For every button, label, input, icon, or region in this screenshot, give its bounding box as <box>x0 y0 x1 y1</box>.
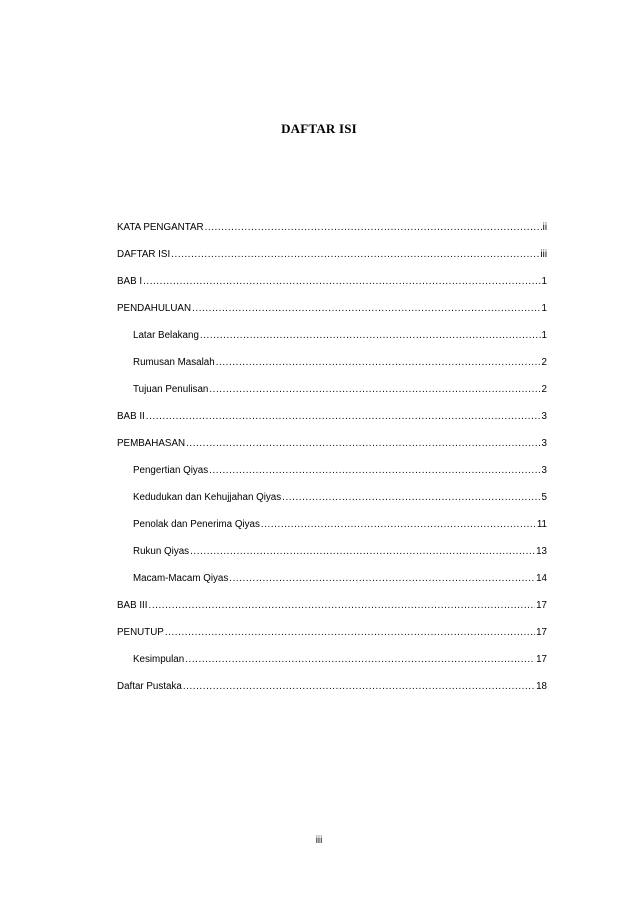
toc-entry-label: Penolak dan Penerima Qiyas <box>133 519 260 530</box>
toc-entry-page: 5 <box>541 492 547 503</box>
toc-entry-label: BAB II <box>117 411 145 422</box>
toc-entry-label: Daftar Pustaka <box>117 681 182 692</box>
toc-entry-label: DAFTAR ISI <box>117 249 171 260</box>
toc-entry-pembahasan[interactable] <box>117 438 547 465</box>
table-of-contents <box>117 222 547 708</box>
toc-entry-kedudukan-kehujjahan-qiyas[interactable] <box>117 492 547 519</box>
toc-entry-page: 2 <box>541 384 547 395</box>
page-title: DAFTAR ISI <box>281 121 357 136</box>
toc-entry-latar-belakang[interactable] <box>117 330 547 357</box>
toc-entry-label: PENDAHULUAN <box>117 303 192 314</box>
dot-leader <box>209 465 540 477</box>
dot-leader <box>186 438 540 450</box>
toc-entry-daftar-pustaka[interactable] <box>117 681 547 708</box>
toc-entry-label: Kedudukan dan Kehujjahan Qiyas <box>133 492 282 503</box>
toc-entry-page: 3 <box>541 438 547 449</box>
toc-entry-page: 13 <box>536 546 547 557</box>
footer-page-number: iii <box>315 835 323 846</box>
toc-entry-page: 18 <box>536 681 547 692</box>
toc-entry-page: 17 <box>536 654 547 665</box>
toc-entry-page: 1 <box>541 276 547 287</box>
toc-entry-page: 2 <box>541 357 547 368</box>
toc-entry-label: Pengertian Qiyas <box>133 465 209 476</box>
toc-entry-label: BAB III <box>117 600 148 611</box>
toc-entry-label: Rukun Qiyas <box>133 546 190 557</box>
dot-leader <box>261 519 536 531</box>
toc-entry-page: 1 <box>541 330 547 341</box>
toc-entry-page: 1 <box>541 303 547 314</box>
dot-leader <box>282 492 540 504</box>
toc-entry-bab-iii[interactable] <box>117 600 547 627</box>
toc-entry-label: Macam-Macam Qiyas <box>133 573 229 584</box>
toc-entry-page: ii <box>542 222 547 233</box>
toc-entry-page: 3 <box>541 411 547 422</box>
toc-entry-label: KATA PENGANTAR <box>117 222 204 233</box>
dot-leader <box>185 654 535 666</box>
dot-leader <box>216 357 541 369</box>
toc-entry-page: 11 <box>536 519 547 530</box>
toc-entry-penutup[interactable] <box>117 627 547 654</box>
dot-leader <box>149 600 536 612</box>
toc-entry-page: 17 <box>536 627 547 638</box>
toc-entry-page: 17 <box>536 600 547 611</box>
toc-entry-label: Rumusan Masalah <box>133 357 215 368</box>
toc-entry-tujuan-penulisan[interactable] <box>117 384 547 411</box>
toc-entry-pengertian-qiyas[interactable] <box>117 465 547 492</box>
dot-leader <box>192 303 541 315</box>
toc-entry-page: 3 <box>541 465 547 476</box>
dot-leader <box>200 330 541 342</box>
toc-entry-bab-ii[interactable] <box>117 411 547 438</box>
toc-entry-daftar-isi[interactable] <box>117 249 547 276</box>
dot-leader <box>190 546 535 558</box>
toc-entry-bab-i[interactable] <box>117 276 547 303</box>
toc-entry-macam-macam-qiyas[interactable] <box>117 573 547 600</box>
toc-entry-label: BAB I <box>117 276 143 287</box>
dot-leader <box>209 384 540 396</box>
toc-entry-rumusan-masalah[interactable] <box>117 357 547 384</box>
dot-leader <box>146 411 541 423</box>
toc-entry-penolak-penerima-qiyas[interactable] <box>117 519 547 546</box>
toc-entry-label: Latar Belakang <box>133 330 199 341</box>
dot-leader <box>229 573 535 585</box>
toc-entry-page: iii <box>540 249 547 260</box>
dot-leader <box>205 222 542 234</box>
toc-entry-pendahuluan[interactable] <box>117 303 547 330</box>
dot-leader <box>183 681 535 693</box>
toc-entry-label: PEMBAHASAN <box>117 438 186 449</box>
toc-entry-label: Kesimpulan <box>133 654 185 665</box>
toc-entry-page: 14 <box>536 573 547 584</box>
dot-leader <box>165 627 535 639</box>
toc-entry-label: PENUTUP <box>117 627 164 638</box>
toc-entry-kata-pengantar[interactable] <box>117 222 547 249</box>
dot-leader <box>143 276 540 288</box>
toc-entry-kesimpulan[interactable] <box>117 654 547 681</box>
toc-entry-rukun-qiyas[interactable] <box>117 546 547 573</box>
dot-leader <box>171 249 539 261</box>
toc-entry-label: Tujuan Penulisan <box>133 384 209 395</box>
